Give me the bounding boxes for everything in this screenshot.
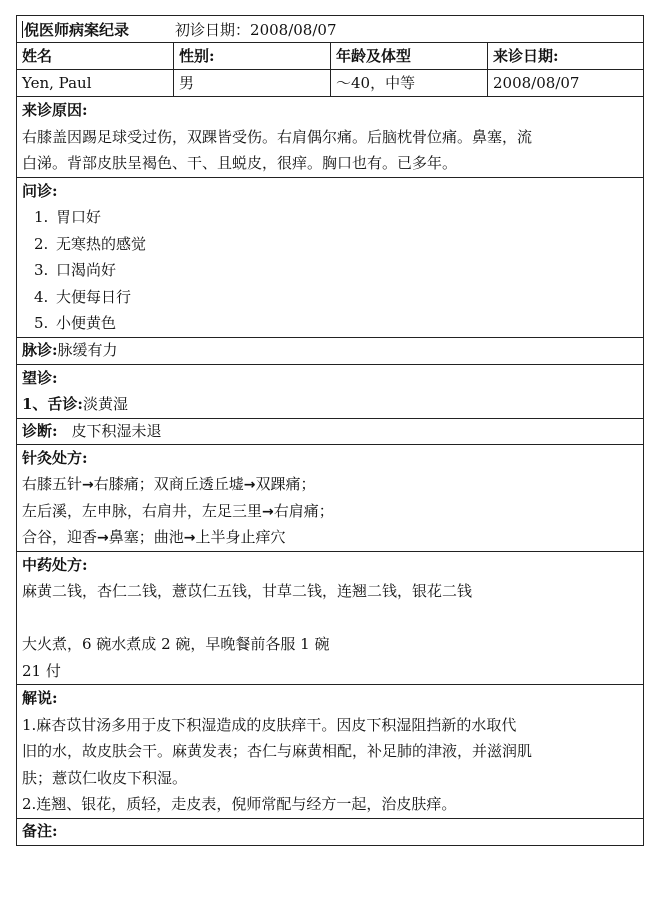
inquiry-item-text: 小便黄色 — [56, 314, 117, 332]
acupuncture-effect: 右肩痛； — [273, 501, 334, 520]
acupuncture-label: 针灸处方: — [22, 448, 88, 467]
explanation-label: 解说: — [22, 689, 58, 707]
inquiry-item-text: 大便每日行 — [56, 287, 132, 306]
age-build-label: 年龄及体型 — [331, 43, 488, 70]
arrow-right-icon: → — [82, 477, 94, 493]
complaint-label: 来诊原因: — [22, 101, 88, 119]
notes-cell — [17, 818, 644, 845]
acupuncture-effect: 右膝痛；双商丘透丘墟 — [93, 475, 244, 493]
gender-label: 性别: — [174, 43, 331, 70]
arrow-right-icon: → — [262, 503, 274, 520]
observation-label: 望诊: — [22, 368, 58, 387]
inquiry-item — [22, 204, 638, 231]
arrow-right-icon: → — [97, 530, 109, 546]
herbal-row — [17, 551, 644, 685]
tongue-value: 淡黄湿 — [82, 395, 128, 413]
notes-label: 备注: — [22, 822, 58, 840]
complaint-cell — [17, 97, 644, 178]
inquiry-item-text: 口渴尚好 — [56, 261, 117, 279]
complaint-line-1: 右膝盖因踢足球受过伤，双踝皆受伤。右肩偶尔痛。后脑枕骨位痛。鼻塞，流 — [22, 127, 533, 146]
patient-gender: 男 — [174, 70, 331, 97]
pulse-row — [17, 337, 644, 364]
herbal-doses: 21 付 — [22, 661, 61, 680]
inquiry-cell — [17, 177, 644, 337]
info-values-row — [17, 70, 644, 97]
explanation-line: 肤；薏苡仁收皮下积湿。 — [22, 768, 188, 787]
inquiry-item-number: 2. — [34, 234, 49, 253]
acupuncture-points: 合谷，迎香 — [22, 528, 98, 546]
acupuncture-points: 左后溪，左申脉，右肩井，左足三里 — [22, 501, 263, 520]
inquiry-item-number: 1. — [34, 208, 49, 226]
pulse-cell — [17, 337, 644, 364]
diagnosis-row — [17, 418, 644, 444]
acupuncture-effect: 双踝痛； — [255, 475, 316, 493]
first-visit-date: 2008/08/07 — [250, 20, 337, 39]
explanation-line: 1.麻杏苡甘汤多用于皮下积湿造成的皮肤痒干。因皮下积湿阻挡新的水取代 — [22, 715, 517, 734]
acupuncture-points: 右膝五针 — [22, 475, 83, 493]
herbal-cell — [17, 551, 644, 685]
herbal-instructions: 大火煮，6 碗水煮成 2 碗，早晚餐前各服 1 碗 — [22, 635, 330, 653]
pulse-label: 脉诊: — [22, 341, 58, 359]
herbal-label: 中药处方: — [22, 555, 88, 574]
inquiry-row — [17, 177, 644, 337]
tongue-label: 1、舌诊: — [22, 395, 83, 413]
first-visit-label: 初诊日期： — [175, 20, 251, 39]
info-labels-row — [17, 43, 644, 70]
observation-row — [17, 364, 644, 418]
acupuncture-effect: 上半身止痒穴 — [195, 528, 286, 546]
acupuncture-effect: 鼻塞；曲池 — [108, 528, 184, 546]
patient-name: Yen, Paul — [17, 70, 174, 97]
acupuncture-line — [22, 471, 638, 498]
inquiry-item — [22, 231, 638, 258]
header-row — [17, 16, 644, 43]
acupuncture-cell — [17, 444, 644, 551]
explanation-line: 旧的水，故皮肤会干。麻黄发表；杏仁与麻黄相配，补足肺的津液，并滋润肌 — [22, 742, 533, 760]
name-label: 姓名 — [17, 43, 174, 70]
inquiry-item-text: 胃口好 — [56, 208, 102, 226]
pulse-value: 脉缓有力 — [57, 341, 118, 359]
acupuncture-line — [22, 524, 638, 551]
complaint-row — [17, 97, 644, 178]
explanation-cell — [17, 685, 644, 819]
acupuncture-row — [17, 444, 644, 551]
notes-row — [17, 818, 644, 845]
inquiry-item — [22, 310, 638, 337]
blank-line — [22, 605, 638, 632]
observation-cell — [17, 364, 644, 418]
inquiry-item-number: 5. — [34, 314, 49, 332]
herbal-herbs: 麻黄二钱，杏仁二钱，薏苡仁五钱，甘草二钱，连翘二钱，银花二钱 — [22, 582, 473, 600]
visit-date: 2008/08/07 — [488, 70, 644, 97]
inquiry-item-text: 无寒热的感觉 — [56, 234, 147, 253]
patient-age-build: ～40，中等 — [331, 70, 488, 97]
inquiry-item — [22, 284, 638, 311]
explanation-line: 2.连翘、银花，质轻，走皮表，倪师常配与经方一起，治皮肤痒。 — [22, 795, 457, 813]
medical-record-table — [16, 15, 644, 846]
inquiry-label: 问诊: — [22, 181, 58, 200]
header-cell — [17, 16, 644, 43]
complaint-line-2: 白涕。背部皮肤呈褐色、干、且蜕皮，很痒。胸口也有。已多年。 — [22, 154, 458, 172]
inquiry-item-number: 3. — [34, 261, 49, 279]
arrow-right-icon: → — [243, 477, 256, 493]
diagnosis-cell — [17, 418, 644, 444]
tongue-line — [22, 391, 638, 418]
arrow-right-icon: → — [183, 530, 196, 546]
diagnosis-label: 诊断: — [22, 421, 58, 440]
inquiry-item-number: 4. — [34, 287, 49, 306]
inquiry-item — [22, 257, 638, 284]
record-title: 倪医师病案纪录 — [24, 20, 130, 39]
visit-date-label: 来诊日期: — [488, 43, 644, 70]
explanation-row — [17, 685, 644, 819]
diagnosis-value: 皮下积湿未退 — [71, 421, 162, 440]
text-cursor — [22, 21, 23, 38]
acupuncture-line — [22, 498, 638, 525]
